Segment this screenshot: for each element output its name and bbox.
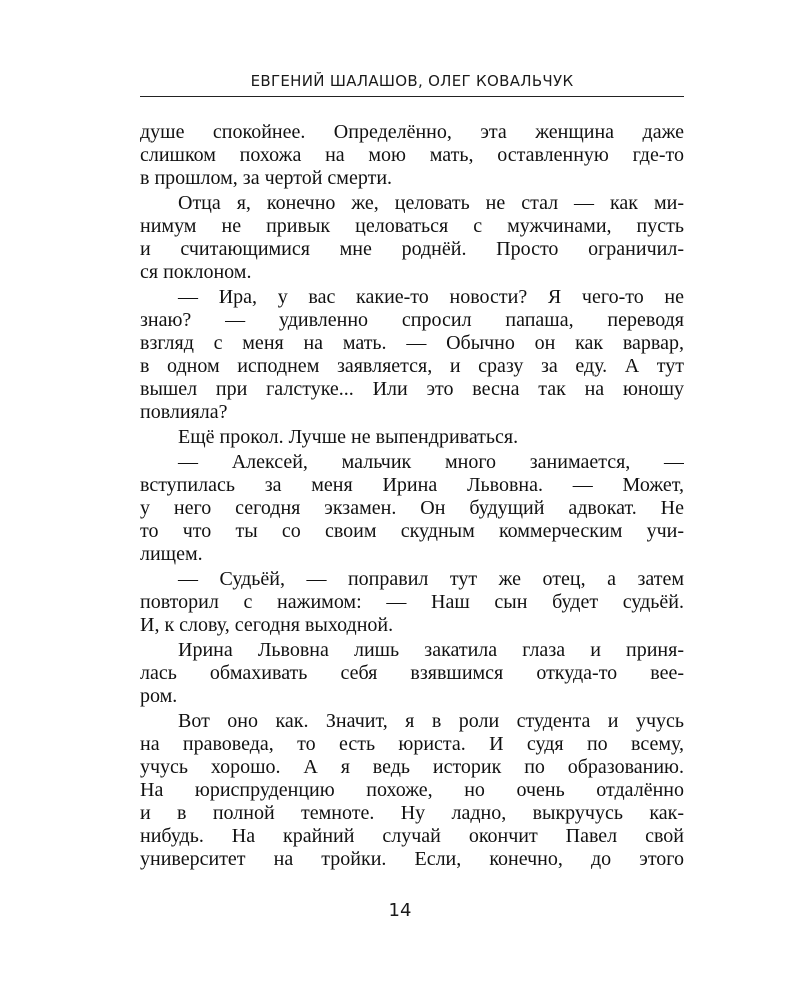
text-line: знаю? — удивленно спросил папаша, переводя [140, 309, 684, 331]
running-header: ЕВГЕНИЙ ШАЛАШОВ, ОЛЕГ КОВАЛЬЧУК [250, 72, 574, 90]
text-line: повторил с нажимом: — Наш сын будет судьёй. [140, 591, 684, 613]
page-number: 14 [388, 900, 412, 921]
text-line: ся поклоном. [140, 261, 252, 283]
text-line: Ирина Львовна лишь закатила глаза и приня- [178, 639, 684, 661]
text-line: в прошлом, за чертой смерти. [140, 167, 393, 189]
text-line: в одном исподнем заявляется, и сразу за еду. А тут [140, 355, 684, 377]
header-divider [140, 96, 684, 97]
text-line: учусь хорошо. А я ведь историк по образованию. [140, 756, 684, 778]
text-line: университет на тройки. Если, конечно, до этого [140, 848, 684, 870]
text-line: На юриспруденцию похоже, но очень отдалённо [140, 779, 684, 801]
page-body [140, 121, 684, 871]
text-line: И, к слову, сегодня выходной. [140, 614, 394, 636]
text-line: Вот оно как. Значит, я в роли студента и учусь [178, 710, 684, 732]
text-line: и в полной темноте. Ну ладно, выкручусь как- [140, 802, 684, 824]
text-line: нимум не привык целоваться с мужчинами, пусть [140, 215, 684, 237]
text-line: — Алексей, мальчик много занимается, — [178, 451, 684, 473]
text-line: вступилась за меня Ирина Львовна. — Может, [140, 474, 684, 496]
text-line: и считающимися мне роднёй. Просто ограничил- [140, 238, 684, 260]
text-line: — Ира, у вас какие-то новости? Я чего-то не [178, 286, 684, 308]
text-line: вышел при галстуке... Или это весна так на юношу [140, 378, 684, 400]
text-line: Ещё прокол. Лучше не выпендриваться. [178, 426, 519, 448]
text-line: слишком похожа на мою мать, оставленную где-то [140, 144, 684, 166]
text-line: на правоведа, то есть юриста. И судя по всему, [140, 733, 684, 755]
text-line: лась обмахивать себя взявшимся откуда-то вее- [140, 662, 684, 684]
text-line: Отца я, конечно же, целовать не стал — как ми- [178, 192, 684, 214]
text-line: то что ты со своим скудным коммерческим учи- [140, 520, 684, 542]
text-line: нибудь. На крайний случай окончит Павел свой [140, 825, 684, 847]
text-line: ром. [140, 685, 178, 707]
text-line: лищем. [140, 543, 203, 565]
text-line: у него сегодня экзамен. Он будущий адвокат. Не [140, 497, 684, 519]
text-line: повлияла? [140, 401, 228, 423]
text-line: взгляд с меня на мать. — Обычно он как варвар, [140, 332, 684, 354]
text-line: душе спокойнее. Определённо, эта женщина даже [140, 121, 684, 143]
text-line: — Судьёй, — поправил тут же отец, а затем [178, 568, 684, 590]
